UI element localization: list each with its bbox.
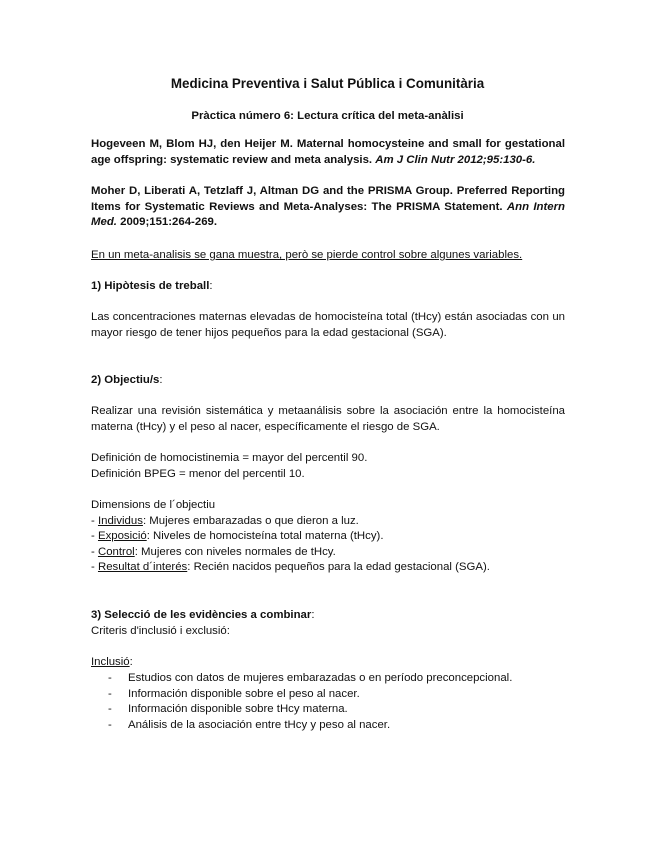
section-3-block xyxy=(91,608,565,639)
dimension-dash: - xyxy=(91,530,98,543)
dimension-dash: - xyxy=(91,561,98,574)
section-1-text: Las concentraciones maternas elevadas de homocisteína total (tHcy) están asociadas con un mayor riesgo de tener hijos pequeños para la edad gestacional (SGA). xyxy=(91,311,565,339)
section-1-heading xyxy=(91,279,565,295)
note-underlined: En un meta-analisis se gana muestra, però se pierde control sobre algunes variables. xyxy=(91,249,523,261)
dimension-label: Exposició xyxy=(97,530,147,543)
reference-2-tail: 2009;151:264-269. xyxy=(120,216,218,229)
dimension-item xyxy=(91,514,565,530)
dimension-label: Individus xyxy=(97,514,143,527)
dimension-text: : Niveles de homocisteína total materna (tHcy). xyxy=(146,530,384,543)
document-subtitle: Pràctica número 6: Lectura crítica del meta-anàlisi xyxy=(191,110,464,122)
section-3-heading-colon: : xyxy=(311,609,315,621)
inclusion-item-text: Análisis de la asociación entre tHcy y peso al nacer. xyxy=(128,718,391,731)
dimensions-block xyxy=(91,498,565,576)
list-item xyxy=(91,671,565,687)
section-3-heading xyxy=(91,608,565,624)
definitions-block xyxy=(91,451,565,482)
inclusion-colon: : xyxy=(129,656,133,668)
reference-1-journal: Am J Clin Nutr 2012;95:130-6. xyxy=(375,153,536,166)
bullet-dash: - xyxy=(108,687,112,700)
reference-1-main: Hogeveen M, Blom HJ, den Heijer M. Maternal homocysteine and small for gestational age offspring: systematic review and meta analysis. xyxy=(91,138,565,166)
dimension-text: : Recién nacidos pequeños para la edad gestacional (SGA). xyxy=(187,561,490,574)
inclusion-item-text: Estudios con datos de mujeres embarazadas o en período preconcepcional. xyxy=(128,672,513,684)
definition-line: Definición BPEG = menor del percentil 10. xyxy=(91,467,305,480)
dimensions-title: Dimensions de l´objectiu xyxy=(91,499,216,511)
section-2-heading-colon: : xyxy=(159,374,163,386)
dimension-dash: - xyxy=(91,514,98,527)
inclusion-list xyxy=(91,671,565,733)
reference-1 xyxy=(91,137,565,168)
reference-2-journal: Ann Intern Med. xyxy=(91,200,566,229)
bullet-dash: - xyxy=(108,703,112,716)
reference-2 xyxy=(91,184,565,231)
section-2-text: Realizar una revisión sistemática y metaanálisis sobre la asociación entre la homocisteína materna (tHcy) y el peso al nacer, específicamente el riesgo de SGA. xyxy=(91,405,565,433)
bullet-dash: - xyxy=(108,672,112,684)
dimension-text: : Mujeres con niveles normales de tHcy. xyxy=(134,545,336,558)
list-item xyxy=(91,718,565,734)
dimension-label: Resultat d´interés xyxy=(97,561,188,574)
dimension-label: Control xyxy=(97,545,135,558)
dimension-item xyxy=(91,560,565,576)
section-1-heading-colon: : xyxy=(209,280,213,292)
bullet-dash: - xyxy=(108,718,112,731)
section-2-heading-text: 2) Objectiu/s xyxy=(91,374,160,386)
section-3-heading-text: 3) Selecció de les evidències a combinar xyxy=(91,609,312,621)
definition-line: Definición de homocistinemia = mayor del percentil 90. xyxy=(91,452,368,464)
dimension-dash: - xyxy=(91,545,98,558)
section-2-heading xyxy=(91,373,565,389)
dimension-item xyxy=(91,529,565,545)
list-item xyxy=(91,687,565,703)
inclusion-label: Inclusió xyxy=(91,656,130,668)
inclusion-item-text: Información disponible sobre tHcy materna. xyxy=(128,703,348,716)
section-1-heading-text: 1) Hipòtesis de treball xyxy=(91,280,210,292)
inclusion-heading xyxy=(91,655,565,671)
list-item xyxy=(91,702,565,718)
dimension-text: : Mujeres embarazadas o que dieron a luz. xyxy=(142,514,359,527)
inclusion-item-text: Información disponible sobre el peso al nacer. xyxy=(128,687,360,700)
reference-2-main: Moher D, Liberati A, Tetzlaff J, Altman DG and the PRISMA Group. Preferred Reporting Items for Systematic Reviews and Meta-Analyses: The PRISMA Statement. xyxy=(91,185,565,213)
dimension-item xyxy=(91,545,565,561)
criteria-title: Criteris d'inclusió i exclusió: xyxy=(91,624,230,637)
document-title: Medicina Preventiva i Salut Pública i Comunitària xyxy=(170,76,485,91)
